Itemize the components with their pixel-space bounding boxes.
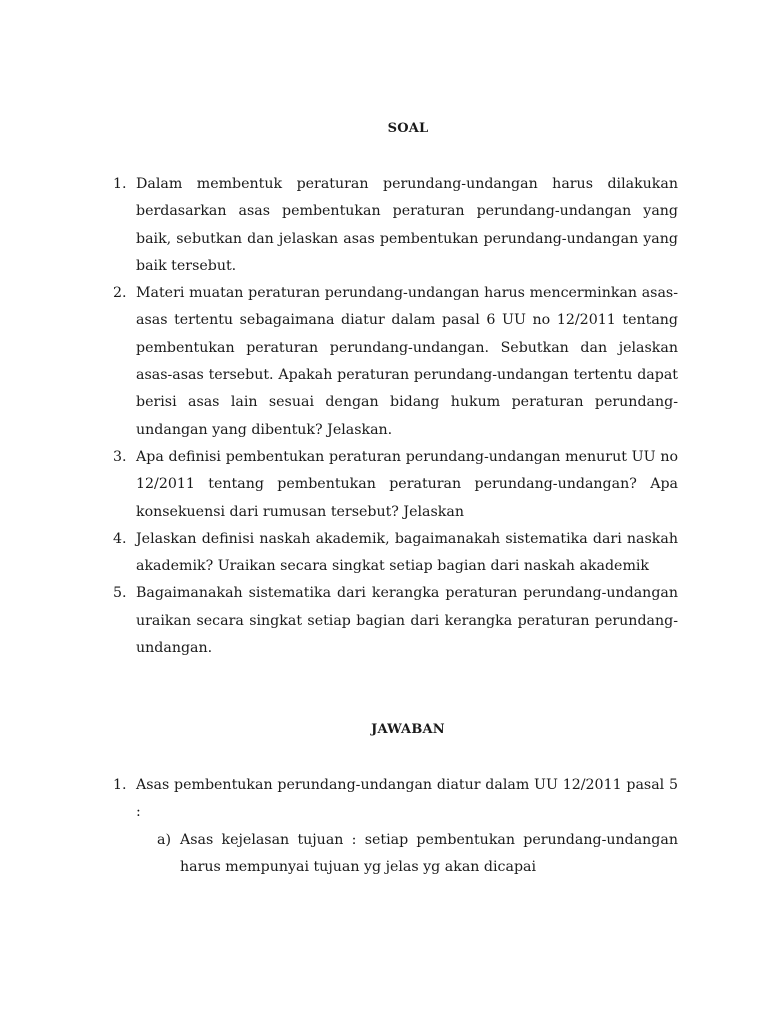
question-text: Dalam membentuk peraturan perundang-undangan harus dilakukan berdasarkan asas pembentukan peraturan perundang-undangan yang baik, sebutkan dan jelaskan asas pembentukan perundang-undangan yang baik tersebut. [136,176,678,274]
question-number: 3. [113,448,127,465]
answer-item [113,772,678,881]
answer-sublist [157,827,678,882]
question-text: Bagaimanakah sistematika dari kerangka peraturan perundang-undangan uraikan secara singkat setiap bagian dari kerangka peraturan perundang-undangan. [136,585,678,657]
question-item [113,444,678,526]
question-text: Apa definisi pembentukan peraturan perundang-undangan menurut UU no 12/2011 tentang pembentukan peraturan perundang-undangan? Apa konsekuensi dari rumusan tersebut? Jelaskan [136,448,678,520]
question-item [113,171,678,280]
answer-subitem [157,827,678,882]
question-item [113,526,678,581]
answer-number: 1. [113,777,127,793]
question-text: Materi muatan peraturan perundang-undangan harus mencerminkan asas-asas tertentu sebagaimana diatur dalam pasal 6 UU no 12/2011 tentang pembentukan peraturan perundang-undangan. Sebutkan dan jelaskan asas-asas tersebut. Apakah peraturan perundang-undangan tertentu dapat berisi asas lain sesuai dengan bidang hukum peraturan perundang-undangan yang dibentuk? Jelaskan. [136,285,678,438]
question-item [113,580,678,662]
jawaban-heading: JAWABAN [371,722,445,737]
question-number: 5. [113,585,127,602]
answer-subitem-letter: a) [157,831,171,848]
question-list [113,171,678,662]
question-number: 4. [113,530,127,547]
soal-heading: SOAL [387,121,429,136]
question-text: Jelaskan definisi naskah akademik, bagaimanakah sistematika dari naskah akademik? Uraikan secara singkat setiap bagian dari naskah akademik [136,530,678,575]
question-number: 2. [113,285,127,302]
question-number: 1. [113,176,127,192]
answer-text: Asas pembentukan perundang-undangan diatur dalam UU 12/2011 pasal 5 : [136,777,678,821]
answer-subitem-text: Asas kejelasan tujuan : setiap pembentukan perundang-undangan harus mempunyai tujuan yg jelas yg akan dicapai [180,831,678,875]
question-item [113,280,678,444]
answer-list [113,772,678,881]
